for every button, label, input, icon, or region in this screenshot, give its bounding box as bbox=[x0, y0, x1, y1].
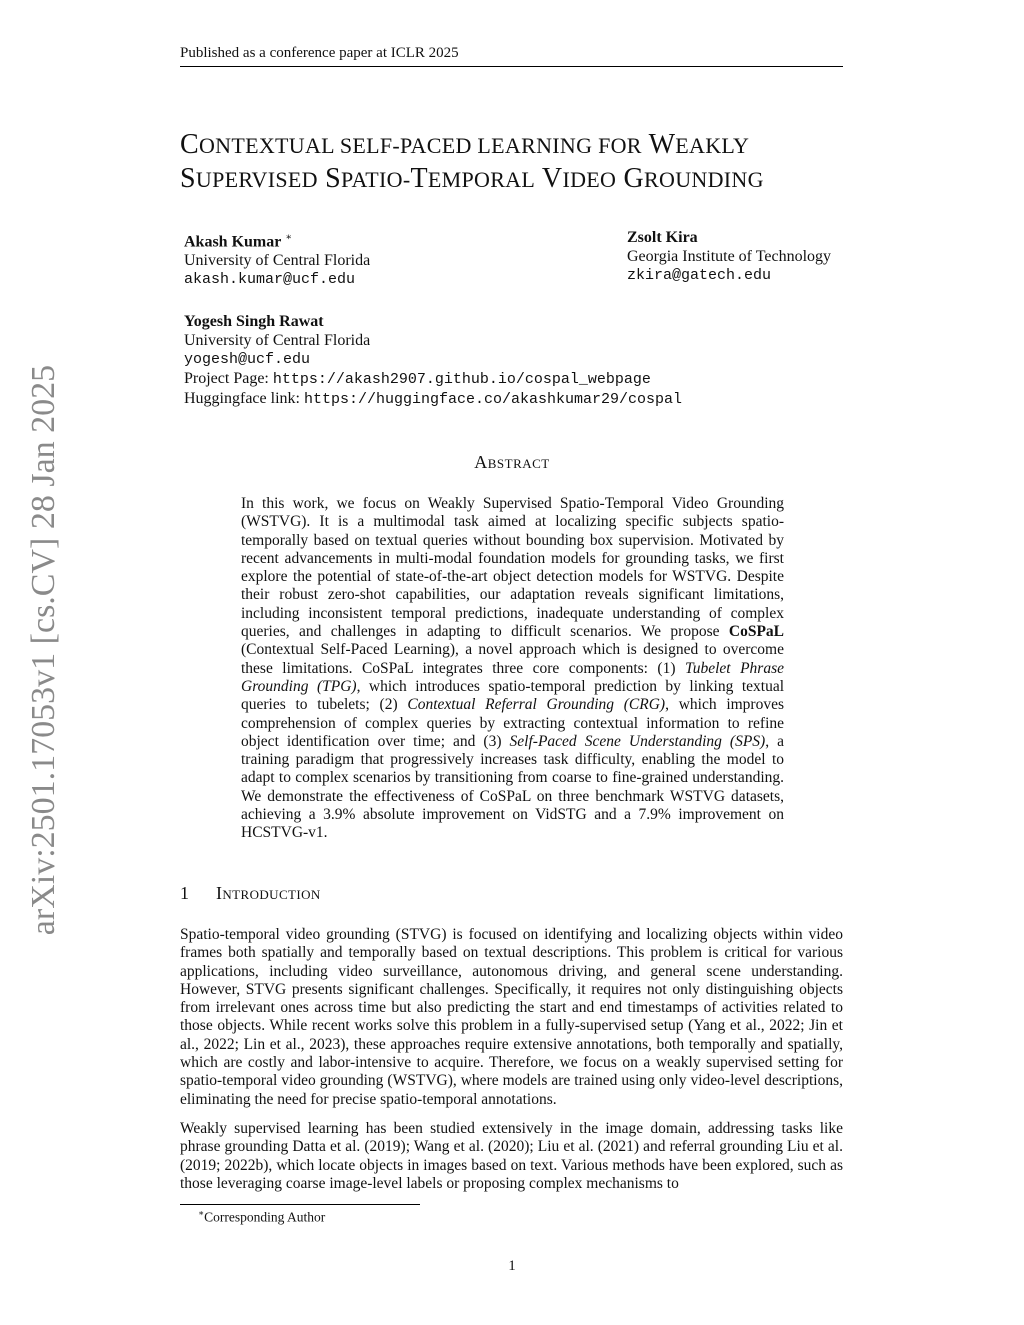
running-header: Published as a conference paper at ICLR 2025 bbox=[180, 45, 459, 61]
author-block-3 bbox=[184, 312, 682, 409]
author-affiliation: Georgia Institute of Technology bbox=[627, 248, 832, 265]
author-block-1 bbox=[184, 228, 370, 289]
paper-title bbox=[180, 128, 860, 196]
author-email[interactable]: akash.kumar@ucf.edu bbox=[184, 271, 356, 289]
project-page-link[interactable]: https://akash2907.github.io/cospal_webpage bbox=[272, 371, 651, 388]
author-name: Yogesh Singh Rawat bbox=[184, 313, 324, 330]
huggingface-line: Huggingface link: https://huggingface.co/akashkumar29/cospal bbox=[184, 390, 683, 408]
paragraph: Spatio-temporal video grounding (STVG) is focused on identifying and localizing objects within video frames both spatially and temporally based on textual descriptions. This problem is critical for various applications, including video surveillance, autonomous driving, and general scene understanding. However, STVG presents significant challenges. Specifically, it requires not only distinguishing objects from irrelevant ones across time but also predicting the start and end timestamps of activities related to those objects. While recent works solve this problem in a fully-supervised setup (Yang et al., 2022; Jin et al., 2022; Lin et al., 2023), these approaches require extensive annotations, both temporally and spatially, which are costly and labor-intensive to acquire. Therefore, we focus on a weakly supervised setting for spatio-temporal video grounding (WSTVG), where models are trained using only video-level descriptions, eliminating the need for precise spatio-temporal annotations. bbox=[180, 926, 843, 1108]
paragraph: Weakly supervised learning has been studied extensively in the image domain, addressing tasks like phrase grounding Datta et al. (2019); Wang et al. (2020); Liu et al. (2021) and referral grounding Liu et al. (2019; 2022b), which locate objects in images based on text. Various methods have been explored, such as those leveraging coarse image-level labels or proposing complex mechanisms to bbox=[180, 1120, 843, 1192]
section-number: 1 bbox=[180, 883, 189, 903]
abstract-heading: Abstract bbox=[474, 452, 550, 472]
author-block-2 bbox=[627, 228, 831, 285]
author-footnote-mark: ∗ bbox=[285, 232, 293, 243]
arxiv-stamp: arXiv:2501.17053v1 [cs.CV] 28 Jan 2025 bbox=[25, 364, 62, 936]
page-number: 1 bbox=[508, 1258, 516, 1274]
component-sps: Self-Paced Scene Understanding (SPS) bbox=[509, 732, 766, 750]
title-line-2: SUPERVISED SPATIO-TEMPORAL VIDEO GROUNDING bbox=[180, 163, 764, 194]
project-page-line: Project Page: https://akash2907.github.io/cospal_webpage bbox=[184, 370, 651, 388]
author-name: Akash Kumar bbox=[184, 233, 282, 251]
huggingface-link[interactable]: https://huggingface.co/akashkumar29/cospal bbox=[303, 391, 683, 408]
author-email[interactable]: zkira@gatech.edu bbox=[627, 267, 772, 284]
author-affiliation: University of Central Florida bbox=[184, 332, 371, 349]
author-affiliation: University of Central Florida bbox=[184, 252, 371, 270]
header-rule bbox=[180, 66, 843, 67]
component-tpg: Tubelet Phrase Grounding (TPG) bbox=[241, 659, 784, 695]
footnote-rule bbox=[180, 1204, 420, 1205]
footnote: ∗Corresponding Author bbox=[198, 1208, 326, 1225]
method-name: CoSPaL bbox=[728, 623, 784, 641]
abstract-text: In this work, we focus on Weakly Supervised Spatio-Temporal Video Grounding (WSTVG). It is a multimodal task aimed at localizing specific subjects spatio-temporally based on textual queries without bounding box supervision. Motivated by recent advancements in multi-modal foundation models for grounding tasks, we first explore the potential of state-of-the-art object detection models for WSTVG. Despite their robust zero-shot capabilities, our adaptation reveals significant limitations, including inconsistent temporal predictions, inadequate understanding of complex queries, and challenges in adapting to difficult scenarios. We propose CoSPaL (Contextual Self-Paced Learning), a novel approach which is designed to overcome these limitations. CoSPaL integrates three core components: (1) Tubelet Phrase Grounding (TPG), which introduces spatio-temporal prediction by linking textual queries to tubelets; (2) Contextual Referral Grounding (CRG), which improves comprehension of complex queries by extracting contextual information to refine object identification over time; and (3) Self-Paced Scene Understanding (SPS), a training paradigm that progressively increases task difficulty, enabling the model to adapt to complex scenarios by transitioning from coarse to fine-grained understanding. We demonstrate the effectiveness of CoSPaL on three benchmark WSTVG datasets, achieving a 3.9% absolute improvement on VidSTG and a 7.9% improvement on HCSTVG-v1. bbox=[241, 495, 785, 842]
author-email[interactable]: yogesh@ucf.edu bbox=[184, 351, 311, 368]
author-name: Zsolt Kira bbox=[627, 229, 698, 246]
section-title: Introduction bbox=[216, 883, 321, 903]
section-heading bbox=[180, 883, 321, 904]
title-line-1: CONTEXTUAL SELF-PACED LEARNING FOR WEAKLY bbox=[180, 129, 750, 160]
component-crg: Contextual Referral Grounding (CRG) bbox=[407, 696, 666, 714]
